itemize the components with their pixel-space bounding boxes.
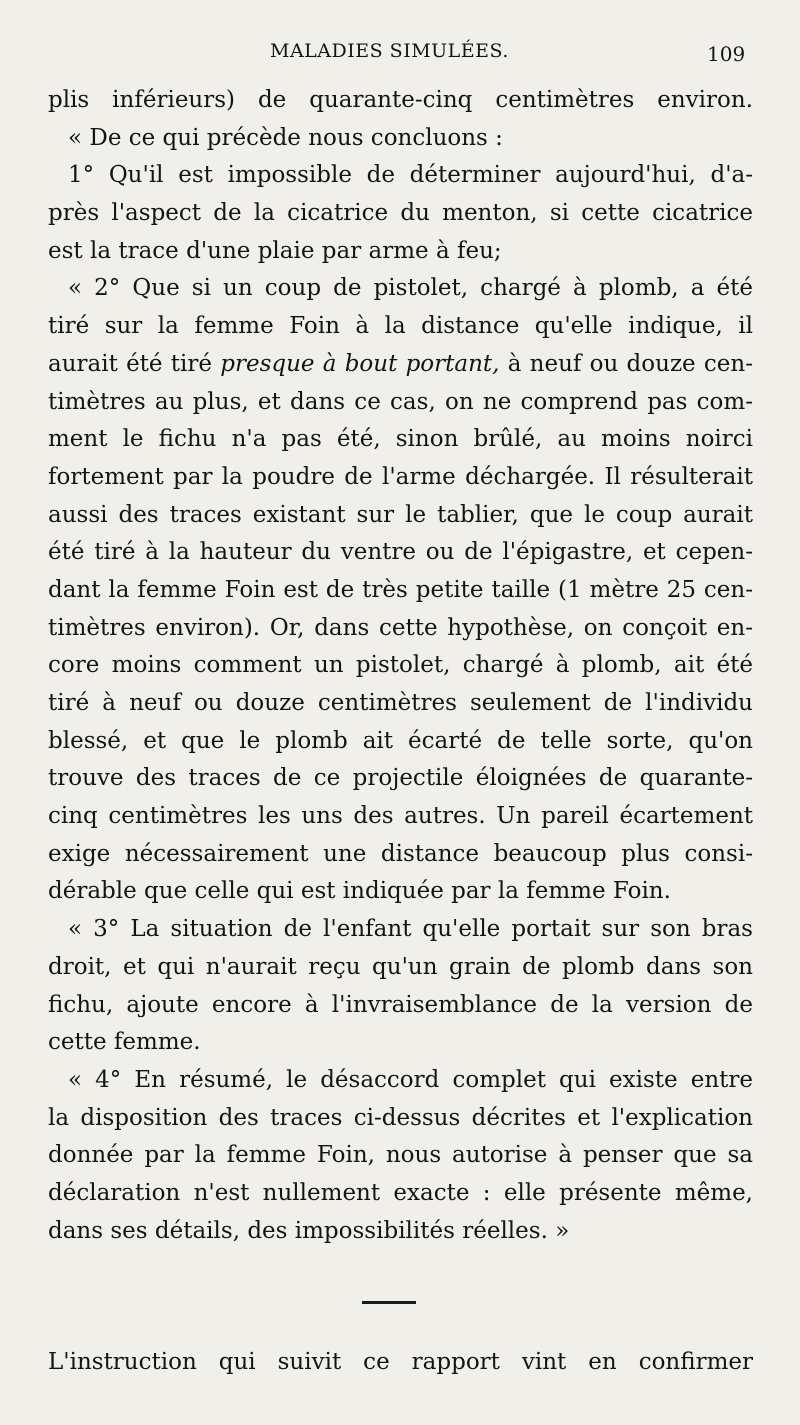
text-line: droit, et qui n'aurait reçu qu'un grain de plomb dans son [48,953,753,980]
text-line: L'instruction qui suivit ce rapport vint en confirmer [48,1349,753,1375]
text-line: déclaration n'est nullement exacte : elle présente même, [48,1179,753,1206]
text-line: est la trace d'une plaie par arme à feu; [48,237,502,264]
text-line: exige nécessairement une distance beaucoup plus consi- [48,840,753,867]
text-line: plis inférieurs) de quarante-cinq centimètres environ. [48,87,753,113]
text-line: été tiré à la hauteur du ventre ou de l'épigastre, et cepen- [48,539,753,566]
page-number: 109 [707,42,746,66]
text-line: tiré sur la femme Foin à la distance qu'elle indique, il [48,313,753,340]
text-line: cinq centimètres les uns des autres. Un pareil écartement [48,803,753,830]
divider-rule [362,1301,416,1304]
text-line: près l'aspect de la cicatrice du menton, si cette cicatrice [48,200,753,227]
section-divider [0,1293,800,1313]
text-line: blessé, et que le plomb ait écarté de telle sorte, qu'on [48,727,753,754]
text-line: « 2° Que si un coup de pistolet, chargé à plomb, a été [68,275,753,302]
text-line: la disposition des traces ci-dessus décrites et l'explication [48,1104,753,1131]
text-line: dans ses détails, des impossibilités réelles. » [48,1217,570,1244]
emphasis: presque à bout portant, [220,350,500,377]
text-line: ment le fichu n'a pas été, sinon brûlé, au moins noirci [48,426,753,453]
text-line: fichu, ajoute encore à l'invraisemblance de la version de [48,991,753,1018]
text-line: timètres au plus, et dans ce cas, on ne comprend pas com- [48,388,753,415]
text-line: 1° Qu'il est impossible de déterminer aujourd'hui, d'a- [68,162,753,189]
text-line: aussi des traces existant sur le tablier, que le coup aurait [48,501,753,528]
main-text [48,82,753,1250]
text-line: fortement par la poudre de l'arme déchargée. Il résulterait [48,463,753,490]
text-line: cette femme. [48,1029,201,1056]
text-line: dant la femme Foin est de très petite taille (1 mètre 25 cen- [48,576,753,603]
text-line: « De ce qui précède nous concluons : [68,124,503,151]
text-line: « 3° La situation de l'enfant qu'elle portait sur son bras [68,916,753,943]
running-title: MALADIES SIMULÉES. [270,40,509,62]
text-line: tiré à neuf ou douze centimètres seulement de l'individu [48,690,753,716]
text-line: donnée par la femme Foin, nous autorise à penser que sa [48,1142,753,1169]
text-line: core moins comment un pistolet, chargé à plomb, ait été [48,652,753,679]
text-line: « 4° En résumé, le désaccord complet qui existe entre [68,1066,753,1093]
running-head [0,38,800,78]
text-line: timètres environ). Or, dans cette hypothèse, on conçoit en- [48,614,753,641]
text-line: trouve des traces de ce projectile éloignées de quarante- [48,765,753,792]
text-line: aurait été tiré presque à bout portant, à neuf ou douze cen- [48,350,753,377]
next-paragraph [48,1344,753,1382]
text-line: dérable que celle qui est indiquée par la femme Foin. [48,878,671,905]
